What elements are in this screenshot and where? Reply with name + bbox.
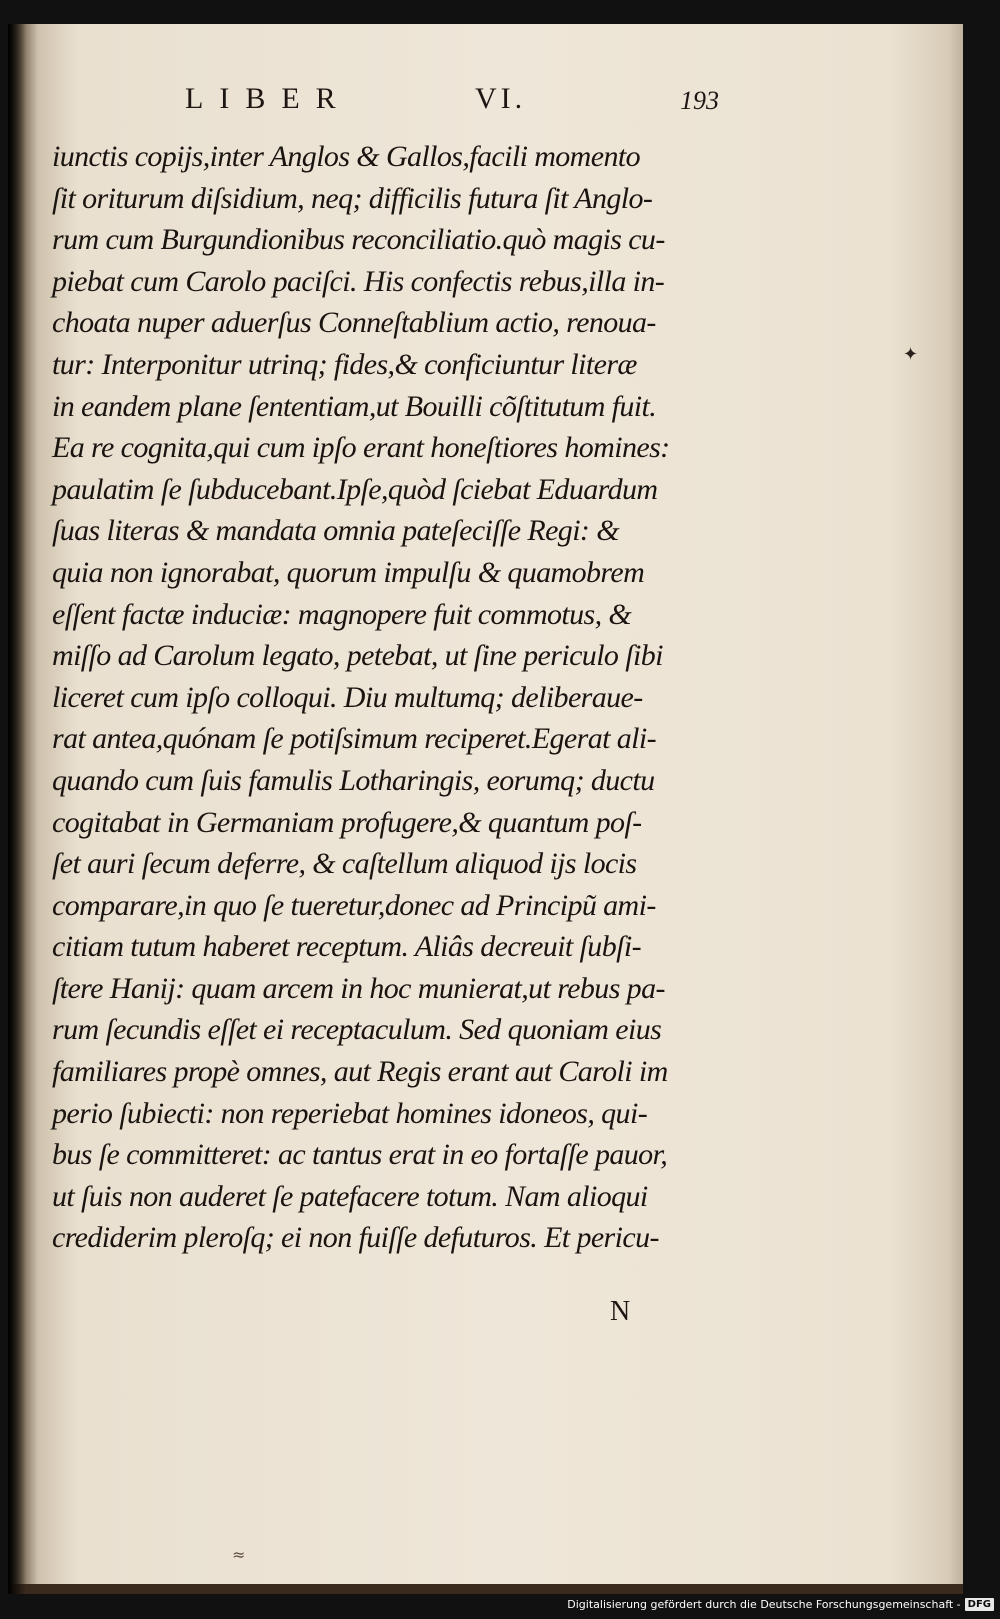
text-line: eſſent factæ induciæ: magnopere fuit commotus, &: [52, 597, 632, 631]
body-text: [52, 136, 732, 1259]
text-line: crediderim pleroſq; ei non fuiſſe defuturos. Et pericu-: [52, 1221, 659, 1255]
text-line: choata nuper aduerſus Conneſtablium actio, renoua-: [52, 306, 656, 340]
credit-text: Digitalisierung gefördert durch die Deutsche Forschungsgemeinschaft -: [567, 1597, 961, 1611]
spine-shadow: [8, 24, 26, 1594]
text-line: ut ſuis non auderet ſe patefacere totum. Nam alioqui: [52, 1179, 648, 1213]
text-line: rat antea,quónam ſe potiſsimum reciperet.Egerat ali-: [52, 722, 656, 756]
running-title: LIBER: [185, 82, 352, 115]
text-line: rum cum Burgundionibus reconciliatio.quò magis cu-: [52, 223, 665, 257]
digitization-credit: [567, 1595, 994, 1613]
text-line: Ea re cognita,qui cum ipſo erant honeſtiores homines:: [52, 431, 670, 465]
text-line: familiares propè omnes, aut Regis erant aut Caroli im: [52, 1055, 668, 1089]
text-line: cogitabat in Germaniam profugere,& quantum poſ-: [52, 805, 642, 839]
ink-blot-icon: ≈: [232, 1545, 246, 1564]
margin-mark-icon: ✦: [903, 344, 919, 365]
text-line: miſſo ad Carolum legato, petebat, ut ſine periculo ſibi: [52, 639, 663, 673]
text-line: ſit oriturum diſsidium, neq; difficilis futura ſit Anglo-: [52, 181, 653, 215]
text-line: bus ſe committeret: ac tantus erat in eo fortaſſe pauor,: [52, 1138, 668, 1172]
signature-mark: N: [610, 1296, 631, 1327]
text-line: piebat cum Carolo paciſci. His confectis rebus,illa in-: [52, 264, 665, 298]
book-number: VI.: [475, 82, 527, 115]
text-line: quia non ignorabat, quorum impulſu & quamobrem: [52, 555, 645, 589]
text-line: ſtere Hanij: quam arcem in hoc munierat,ut rebus pa-: [52, 971, 665, 1005]
text-line: tur: Interponitur utrinq; fides,& conficiuntur literæ: [52, 347, 637, 381]
text-line: paulatim ſe ſubducebant.Ipſe,quòd ſciebat Eduardum: [52, 472, 658, 506]
text-line: liceret cum ipſo colloqui. Diu multumq; deliberaue-: [52, 680, 643, 714]
text-line: quando cum ſuis famulis Lotharingis, eorumq; ductu: [52, 763, 655, 797]
dfg-logo: DFG: [965, 1598, 994, 1611]
text-line: in eandem plane ſententiam,ut Bouilli cõſtitutum fuit.: [52, 389, 657, 423]
text-line: iunctis copijs,inter Anglos & Gallos,facili momento: [52, 140, 640, 173]
page-number: 193: [680, 86, 719, 115]
text-line: ſuas literas & mandata omnia pateſeciſſe Regi: &: [52, 514, 619, 548]
text-line: rum ſecundis eſſet ei receptaculum. Sed quoniam eius: [52, 1013, 662, 1047]
page-header: [0, 82, 1000, 122]
text-line: ſet auri ſecum deferre, & caſtellum aliquod ijs locis: [52, 847, 637, 881]
text-line: citiam tutum haberet receptum. Aliâs decreuit ſubſi-: [52, 930, 641, 964]
text-line: comparare,in quo ſe tueretur,donec ad Principũ ami-: [52, 888, 656, 922]
text-line: perio ſubiecti: non reperiebat homines idoneos, qui-: [52, 1096, 648, 1130]
